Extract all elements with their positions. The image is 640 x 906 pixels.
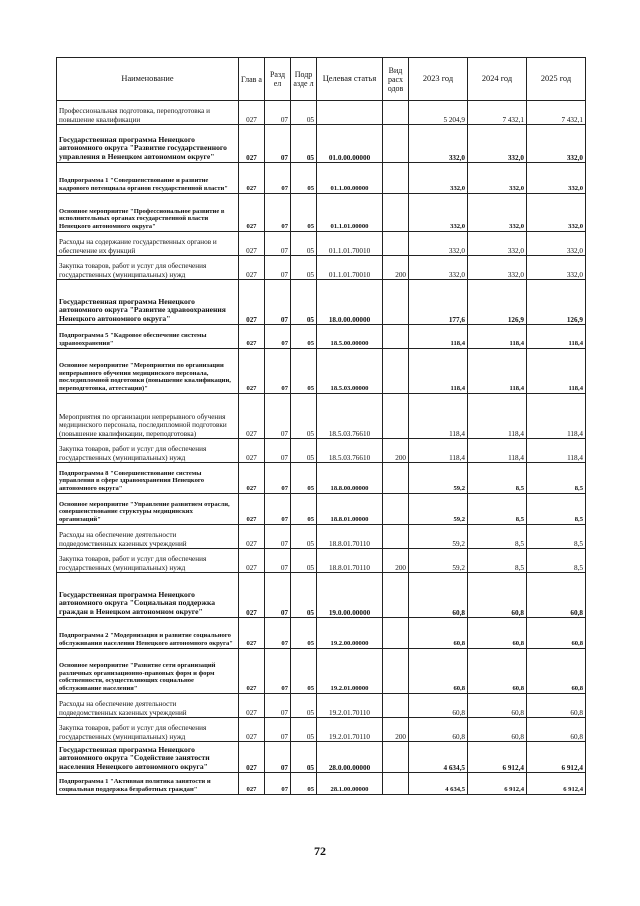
table-row (57, 494, 586, 525)
cell-name: Расходы на содержание государственных органов и обеспечение их функций (57, 232, 239, 256)
cell-y2024: 6 912,4 (468, 773, 527, 795)
cell-y2023: 60,8 (409, 649, 468, 694)
cell-vid (383, 163, 409, 194)
cell-glava: 027 (239, 618, 265, 649)
cell-vid (383, 232, 409, 256)
cell-name: Расходы на обеспечение деятельности подведомственных казенных учреждений (57, 694, 239, 718)
cell-vid (383, 773, 409, 795)
cell-name: Подпрограмма 5 "Кадровое обеспечение системы здравоохранения" (57, 325, 239, 349)
cell-glava: 027 (239, 573, 265, 618)
cell-article: 19.2.01.00000 (317, 649, 383, 694)
cell-y2025: 118,4 (527, 394, 586, 439)
cell-razdel: 07 (265, 649, 291, 694)
cell-article: 01.0.00.00000 (317, 125, 383, 163)
cell-name: Государственная программа Ненецкого автономного округа "Развитие государственного управления в Ненецком автономном округе" (57, 125, 239, 163)
cell-glava: 027 (239, 232, 265, 256)
cell-podrazdel: 05 (291, 232, 317, 256)
cell-glava: 027 (239, 742, 265, 773)
cell-y2024: 332,0 (468, 163, 527, 194)
cell-y2024: 60,8 (468, 718, 527, 742)
cell-vid: 200 (383, 256, 409, 280)
cell-name: Закупка товаров, работ и услуг для обеспечения государственных (муниципальных) нужд (57, 256, 239, 280)
cell-razdel: 07 (265, 618, 291, 649)
cell-glava: 027 (239, 525, 265, 549)
cell-podrazdel: 05 (291, 349, 317, 394)
cell-y2023: 177,6 (409, 280, 468, 325)
cell-y2023: 118,4 (409, 349, 468, 394)
cell-y2025: 118,4 (527, 439, 586, 463)
cell-y2025: 332,0 (527, 232, 586, 256)
cell-y2025: 126,9 (527, 280, 586, 325)
cell-glava: 027 (239, 349, 265, 394)
cell-y2023: 59,2 (409, 463, 468, 494)
cell-y2024: 60,8 (468, 573, 527, 618)
cell-y2023: 59,2 (409, 525, 468, 549)
cell-podrazdel: 05 (291, 718, 317, 742)
cell-y2024: 8,5 (468, 525, 527, 549)
cell-y2024: 332,0 (468, 194, 527, 232)
cell-y2023: 59,2 (409, 549, 468, 573)
cell-y2025: 8,5 (527, 463, 586, 494)
cell-y2023: 118,4 (409, 439, 468, 463)
cell-podrazdel: 05 (291, 101, 317, 125)
cell-y2025: 118,4 (527, 325, 586, 349)
cell-podrazdel: 05 (291, 494, 317, 525)
cell-y2024: 6 912,4 (468, 742, 527, 773)
table-row (57, 649, 586, 694)
cell-article (317, 101, 383, 125)
cell-article: 18.8.01.00000 (317, 494, 383, 525)
cell-vid: 200 (383, 439, 409, 463)
cell-podrazdel: 05 (291, 742, 317, 773)
cell-podrazdel: 05 (291, 163, 317, 194)
cell-podrazdel: 05 (291, 618, 317, 649)
cell-article: 18.5.03.00000 (317, 349, 383, 394)
cell-vid: 200 (383, 549, 409, 573)
column-header-article: Целевая статья (317, 58, 383, 101)
table-row (57, 463, 586, 494)
cell-vid (383, 618, 409, 649)
cell-name: Основное мероприятие "Профессиональное развитие в исполнительных органах государственной власти Ненецкого автономного округа" (57, 194, 239, 232)
cell-y2024: 118,4 (468, 394, 527, 439)
cell-y2024: 118,4 (468, 325, 527, 349)
cell-vid (383, 573, 409, 618)
cell-y2025: 6 912,4 (527, 773, 586, 795)
cell-razdel: 07 (265, 394, 291, 439)
cell-glava: 027 (239, 718, 265, 742)
table-row (57, 325, 586, 349)
page-number: 72 (314, 844, 326, 858)
cell-razdel: 07 (265, 439, 291, 463)
cell-name: Расходы на обеспечение деятельности подведомственных казенных учреждений (57, 525, 239, 549)
cell-article: 18.5.00.00000 (317, 325, 383, 349)
cell-razdel: 07 (265, 325, 291, 349)
cell-podrazdel: 05 (291, 773, 317, 795)
table-row (57, 349, 586, 394)
column-header-glava: Глав а (239, 58, 265, 101)
cell-podrazdel: 05 (291, 256, 317, 280)
table-row (57, 194, 586, 232)
cell-y2024: 118,4 (468, 439, 527, 463)
cell-y2023: 332,0 (409, 125, 468, 163)
cell-podrazdel: 05 (291, 125, 317, 163)
cell-name: Закупка товаров, работ и услуг для обеспечения государственных (муниципальных) нужд (57, 439, 239, 463)
cell-podrazdel: 05 (291, 694, 317, 718)
cell-razdel: 07 (265, 549, 291, 573)
cell-vid (383, 525, 409, 549)
cell-name: Подпрограмма 1 "Активная политика занятости и социальная поддержка безработных граждан" (57, 773, 239, 795)
cell-name: Мероприятия по организации непрерывного обучения медицинского персонала, последипломной подготовки (повышение квалификации, переподготовка) (57, 394, 239, 439)
table-row (57, 394, 586, 439)
cell-article: 01.1.01.70010 (317, 232, 383, 256)
cell-y2024: 8,5 (468, 463, 527, 494)
cell-vid (383, 280, 409, 325)
cell-glava: 027 (239, 163, 265, 194)
cell-name: Профессиональная подготовка, переподготовка и повышение квалификации (57, 101, 239, 125)
cell-y2023: 60,8 (409, 573, 468, 618)
cell-razdel: 07 (265, 349, 291, 394)
cell-razdel: 07 (265, 232, 291, 256)
cell-y2023: 332,0 (409, 256, 468, 280)
table-row (57, 742, 586, 773)
cell-glava: 027 (239, 494, 265, 525)
cell-y2023: 59,2 (409, 494, 468, 525)
cell-podrazdel: 05 (291, 439, 317, 463)
cell-name: Подпрограмма 1 "Совершенствование и развитие кадрового потенциала органов государственной власти" (57, 163, 239, 194)
table-row (57, 439, 586, 463)
cell-y2023: 118,4 (409, 394, 468, 439)
cell-razdel: 07 (265, 280, 291, 325)
cell-razdel: 07 (265, 125, 291, 163)
cell-article: 28.1.00.00000 (317, 773, 383, 795)
cell-podrazdel: 05 (291, 280, 317, 325)
table-row (57, 163, 586, 194)
cell-y2024: 8,5 (468, 494, 527, 525)
cell-vid (383, 325, 409, 349)
cell-razdel: 07 (265, 718, 291, 742)
table-row (57, 573, 586, 618)
cell-glava: 027 (239, 325, 265, 349)
cell-y2025: 332,0 (527, 163, 586, 194)
cell-y2024: 60,8 (468, 694, 527, 718)
cell-article: 01.1.01.00000 (317, 194, 383, 232)
cell-article: 18.5.03.76610 (317, 439, 383, 463)
cell-vid (383, 349, 409, 394)
column-header-razdel: Разд ел (265, 58, 291, 101)
cell-razdel: 07 (265, 525, 291, 549)
cell-y2025: 7 432,1 (527, 101, 586, 125)
table-row (57, 618, 586, 649)
cell-y2024: 118,4 (468, 349, 527, 394)
cell-razdel: 07 (265, 101, 291, 125)
cell-vid (383, 125, 409, 163)
cell-y2025: 8,5 (527, 494, 586, 525)
cell-name: Основное мероприятие "Развитие сети организаций различных организационно-правовых форм и форм собственности, осуществляющих социальное обслуживание населения" (57, 649, 239, 694)
cell-y2023: 332,0 (409, 232, 468, 256)
cell-vid (383, 394, 409, 439)
cell-y2025: 332,0 (527, 125, 586, 163)
table-header-row (57, 58, 586, 101)
cell-podrazdel: 05 (291, 573, 317, 618)
cell-article: 19.2.01.70110 (317, 694, 383, 718)
cell-article: 18.8.00.00000 (317, 463, 383, 494)
cell-razdel: 07 (265, 463, 291, 494)
column-header-podrazdel: Подр азде л (291, 58, 317, 101)
cell-name: Основное мероприятие "Мероприятия по организации непрерывного обучения медицинского персонала, последипломной подготовки (повышение квалификации, переподготовка, аттестация)" (57, 349, 239, 394)
table-row (57, 256, 586, 280)
table-body (57, 101, 586, 795)
cell-razdel: 07 (265, 773, 291, 795)
cell-article: 19.2.01.70110 (317, 718, 383, 742)
cell-y2024: 332,0 (468, 256, 527, 280)
cell-name: Государственная программа Ненецкого автономного округа "Содействие занятости населения Ненецкого автономного округа" (57, 742, 239, 773)
cell-vid (383, 649, 409, 694)
cell-razdel: 07 (265, 194, 291, 232)
cell-article: 18.0.00.00000 (317, 280, 383, 325)
cell-article: 19.2.00.00000 (317, 618, 383, 649)
cell-glava: 027 (239, 694, 265, 718)
column-header-y2024: 2024 год (468, 58, 527, 101)
cell-glava: 027 (239, 256, 265, 280)
cell-y2024: 332,0 (468, 232, 527, 256)
cell-y2024: 332,0 (468, 125, 527, 163)
cell-article: 18.5.03.76610 (317, 394, 383, 439)
cell-name: Государственная программа Ненецкого автономного округа "Социальная поддержка граждан в Ненецком автономном округе" (57, 573, 239, 618)
cell-name: Подпрограмма 8 "Совершенствование системы управления в сфере здравоохранения Ненецкого автономного округа" (57, 463, 239, 494)
cell-vid (383, 101, 409, 125)
cell-podrazdel: 05 (291, 525, 317, 549)
cell-name: Закупка товаров, работ и услуг для обеспечения государственных (муниципальных) нужд (57, 718, 239, 742)
cell-glava: 027 (239, 280, 265, 325)
table-row (57, 773, 586, 795)
table-row (57, 101, 586, 125)
cell-vid: 200 (383, 718, 409, 742)
cell-vid (383, 694, 409, 718)
cell-razdel: 07 (265, 256, 291, 280)
cell-y2023: 332,0 (409, 163, 468, 194)
cell-glava: 027 (239, 394, 265, 439)
table-row (57, 525, 586, 549)
cell-y2025: 8,5 (527, 549, 586, 573)
cell-y2024: 60,8 (468, 618, 527, 649)
cell-y2025: 60,8 (527, 649, 586, 694)
table-row (57, 232, 586, 256)
cell-podrazdel: 05 (291, 194, 317, 232)
cell-razdel: 07 (265, 494, 291, 525)
cell-podrazdel: 05 (291, 649, 317, 694)
cell-y2025: 60,8 (527, 618, 586, 649)
cell-glava: 027 (239, 125, 265, 163)
cell-razdel: 07 (265, 573, 291, 618)
table-row (57, 125, 586, 163)
cell-y2025: 332,0 (527, 194, 586, 232)
cell-podrazdel: 05 (291, 549, 317, 573)
cell-article: 28.0.00.00000 (317, 742, 383, 773)
cell-glava: 027 (239, 463, 265, 494)
cell-name: Подпрограмма 2 "Модернизация и развитие социального обслуживания населения Ненецкого автономного округа" (57, 618, 239, 649)
cell-vid (383, 194, 409, 232)
cell-podrazdel: 05 (291, 463, 317, 494)
cell-article: 18.8.01.70110 (317, 525, 383, 549)
column-header-y2025: 2025 год (527, 58, 586, 101)
cell-y2023: 60,8 (409, 718, 468, 742)
column-header-vid: Вид расх одов (383, 58, 409, 101)
cell-y2023: 332,0 (409, 194, 468, 232)
cell-y2023: 4 634,5 (409, 773, 468, 795)
cell-article: 01.1.01.70010 (317, 256, 383, 280)
cell-y2023: 60,8 (409, 618, 468, 649)
cell-y2024: 8,5 (468, 549, 527, 573)
table-row (57, 718, 586, 742)
cell-y2023: 118,4 (409, 325, 468, 349)
cell-vid (383, 742, 409, 773)
table-row (57, 280, 586, 325)
cell-name: Государственная программа Ненецкого автономного округа "Развитие здравоохранения Ненецкого автономного округа" (57, 280, 239, 325)
cell-y2024: 60,8 (468, 649, 527, 694)
cell-name: Основное мероприятие "Управление развитием отрасли, совершенствование структуры медицинских организаций" (57, 494, 239, 525)
cell-y2025: 8,5 (527, 525, 586, 549)
cell-y2025: 60,8 (527, 573, 586, 618)
cell-y2025: 6 912,4 (527, 742, 586, 773)
cell-razdel: 07 (265, 163, 291, 194)
cell-glava: 027 (239, 549, 265, 573)
cell-razdel: 07 (265, 742, 291, 773)
table-row (57, 694, 586, 718)
cell-article: 19.0.00.00000 (317, 573, 383, 618)
cell-y2023: 5 204,9 (409, 101, 468, 125)
table-row (57, 549, 586, 573)
cell-glava: 027 (239, 649, 265, 694)
column-header-y2023: 2023 год (409, 58, 468, 101)
cell-y2023: 4 634,5 (409, 742, 468, 773)
cell-glava: 027 (239, 101, 265, 125)
cell-glava: 027 (239, 773, 265, 795)
cell-y2025: 118,4 (527, 349, 586, 394)
cell-y2025: 60,8 (527, 694, 586, 718)
cell-article: 01.1.00.00000 (317, 163, 383, 194)
cell-vid (383, 463, 409, 494)
cell-y2023: 60,8 (409, 694, 468, 718)
cell-y2024: 7 432,1 (468, 101, 527, 125)
cell-podrazdel: 05 (291, 325, 317, 349)
column-header-name: Наименование (57, 58, 239, 101)
cell-y2024: 126,9 (468, 280, 527, 325)
cell-y2025: 332,0 (527, 256, 586, 280)
cell-razdel: 07 (265, 694, 291, 718)
cell-y2025: 60,8 (527, 718, 586, 742)
cell-article: 18.8.01.70110 (317, 549, 383, 573)
cell-glava: 027 (239, 439, 265, 463)
cell-vid (383, 494, 409, 525)
cell-name: Закупка товаров, работ и услуг для обеспечения государственных (муниципальных) нужд (57, 549, 239, 573)
budget-table (56, 57, 586, 795)
cell-podrazdel: 05 (291, 394, 317, 439)
cell-glava: 027 (239, 194, 265, 232)
